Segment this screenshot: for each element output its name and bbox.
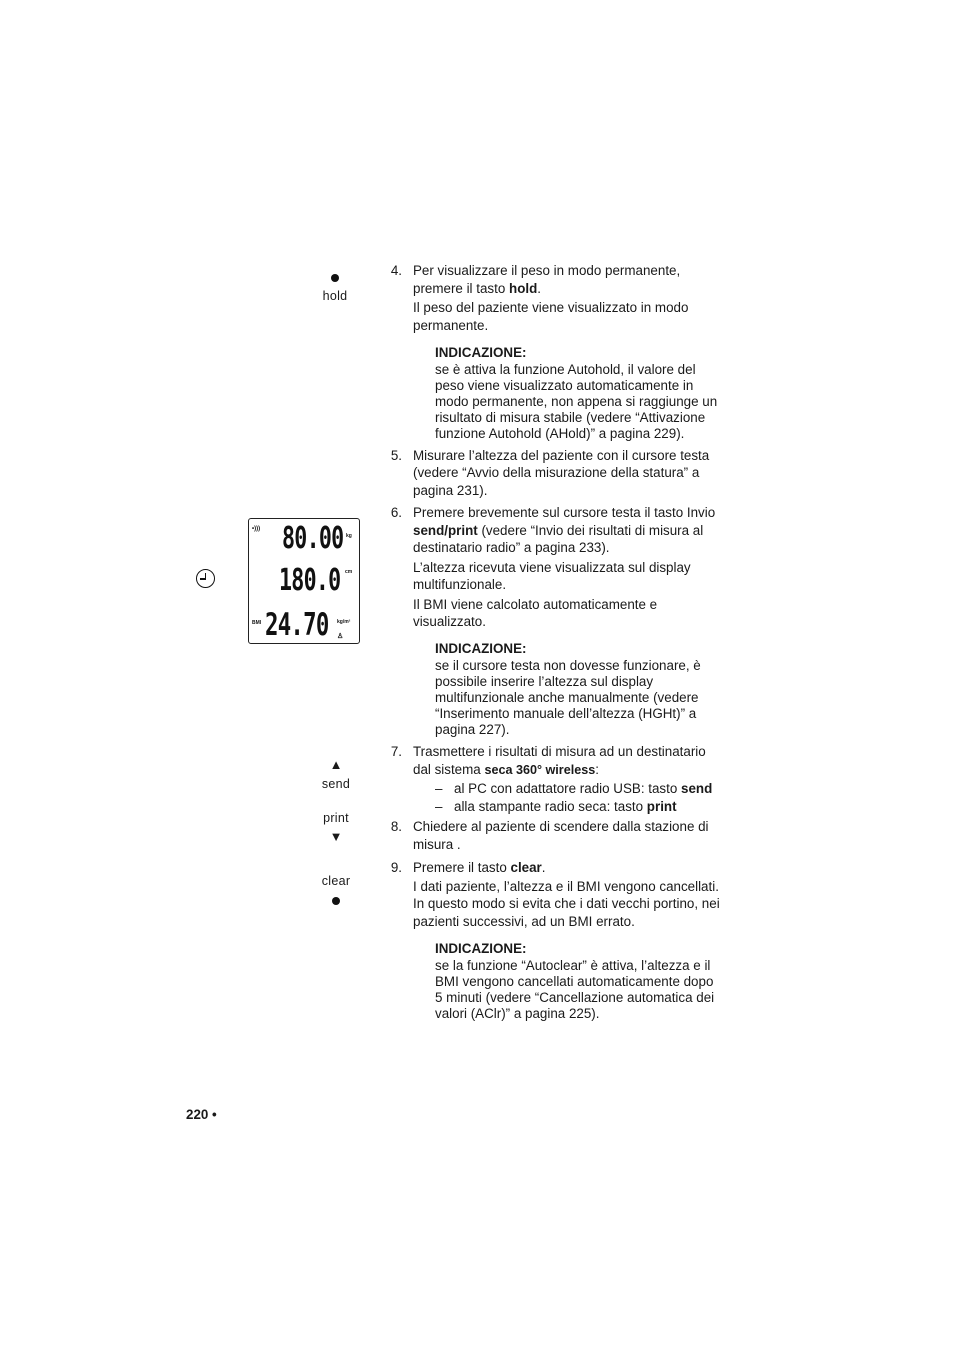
- note-2-line1: se il cursore testa non dovesse funzionare, è: [435, 658, 701, 673]
- display-bmi: 24.70: [265, 607, 329, 643]
- step-4-para2-line2: permanente.: [413, 318, 489, 333]
- multifunction-display: [248, 518, 360, 644]
- note-1-line1: se è attiva la funzione Autohold, il valore del: [435, 362, 696, 377]
- step-5-number: 5.: [390, 448, 402, 463]
- display-weight: 80.00: [282, 521, 344, 556]
- step-8-number: 8.: [390, 819, 402, 834]
- step-7-bullet1: al PC con adattatore radio USB: tasto send: [454, 781, 713, 796]
- note-3-line3: 5 minuti (vedere “Cancellazione automatica dei: [435, 990, 715, 1005]
- step-5-line3: pagina 231).: [413, 483, 488, 498]
- step-6-para2-line1: L’altezza ricevuta viene visualizzata sul display: [413, 560, 691, 575]
- send-key-name: send: [681, 781, 713, 796]
- system-name: seca 360° wireless: [484, 763, 596, 777]
- step-4-line2: premere il tasto hold.: [413, 281, 542, 296]
- person-icon: ♙: [337, 633, 344, 640]
- step-7-line1: Trasmettere i risultati di misura ad un destinatario: [413, 744, 706, 759]
- note-1-line5: funzione Autohold (AHold)” a pagina 229).: [435, 426, 685, 441]
- clear-key-dot: [306, 893, 366, 908]
- clear-key-label: clear: [321, 874, 351, 888]
- step-6-para2-line2: multifunzionale.: [413, 577, 507, 592]
- print-key-label: print: [323, 811, 349, 825]
- step-6-para3-line2: visualizzato.: [413, 614, 486, 629]
- note-2-title: INDICAZIONE:: [435, 641, 527, 656]
- step-6-line2: send/print (vedere “Invio dei risultati di misura al: [413, 523, 704, 538]
- signal-icon: •))): [252, 526, 261, 532]
- step-4-line1: Per visualizzare il peso in modo permanente,: [413, 263, 681, 278]
- step-9-para2-line2: In questo modo si evita che i dati vecchi portino, nei: [413, 896, 720, 911]
- note-2-line5: pagina 227).: [435, 722, 510, 737]
- display-bmi-label: BMI: [252, 620, 262, 626]
- step-9-para2-line1: I dati paziente, l’altezza e il BMI vengono cancellati.: [413, 879, 719, 894]
- send-arrow-icon: ▲: [329, 757, 343, 772]
- step-9-number: 9.: [390, 860, 402, 875]
- hold-key-dot: [305, 270, 365, 285]
- step-5-line2: (vedere “Avvio della misurazione della statura” a: [413, 465, 700, 480]
- clear-key-name: clear: [510, 860, 542, 875]
- display-height: 180.0: [279, 563, 341, 598]
- step-8-line2: misura .: [413, 837, 461, 852]
- note-3-title: INDICAZIONE:: [435, 941, 527, 956]
- page-number: 220 •: [186, 1107, 217, 1122]
- step-7-bullet1-dash: –: [435, 781, 443, 796]
- send-print-key-name: send/print: [413, 523, 478, 538]
- note-2-line3: multifunzionale anche manualmente (vedere: [435, 690, 699, 705]
- step-6-line3: destinatario radio” a pagina 233).: [413, 540, 610, 555]
- step-5-line1: Misurare l’altezza del paziente con il cursore testa: [413, 448, 710, 463]
- note-2-line4: “Inserimento manuale dell’altezza (HGHt)” a: [435, 706, 697, 721]
- note-3-line1: se la funzione “Autoclear” è attiva, l’altezza e il: [435, 958, 711, 973]
- step-7-line2: dal sistema seca 360° wireless:: [413, 762, 599, 777]
- step-6-para3-line1: Il BMI viene calcolato automaticamente e: [413, 597, 658, 612]
- step-7-number: 7.: [390, 744, 402, 759]
- note-3-line2: BMI vengono cancellati automaticamente dopo: [435, 974, 714, 989]
- note-1-line3: modo permanente, non appena si raggiunge un: [435, 394, 718, 409]
- step-4-para2-line1: Il peso del paziente viene visualizzato in modo: [413, 300, 689, 315]
- print-arrow-icon: ▼: [329, 829, 343, 844]
- step-7-bullet2-dash: –: [435, 799, 443, 814]
- print-key-name: print: [646, 799, 677, 814]
- display-weight-unit: kg: [346, 533, 352, 539]
- hold-key-label: hold: [322, 289, 348, 303]
- note-3-line4: valori (AClr)” a pagina 225).: [435, 1006, 600, 1021]
- step-6-number: 6.: [390, 505, 402, 520]
- clock-icon: [196, 569, 215, 588]
- display-bmi-unit: kg/m²: [337, 619, 351, 625]
- step-8-line1: Chiedere al paziente di scendere dalla stazione di: [413, 819, 709, 834]
- step-9-line1: Premere il tasto clear.: [413, 860, 546, 875]
- step-9-para2-line3: pazienti successivi, ad un BMI errato.: [413, 914, 635, 929]
- send-key-label: send: [321, 777, 351, 791]
- note-1-line4: risultato di misura stabile (vedere “Attivazione: [435, 410, 706, 425]
- note-1-line2: peso viene visualizzato automaticamente in: [435, 378, 694, 393]
- note-1-title: INDICAZIONE:: [435, 345, 527, 360]
- step-6-line1: Premere brevemente sul cursore testa il tasto Invio: [413, 505, 716, 520]
- display-height-unit: cm: [345, 569, 353, 575]
- note-2-line2: possibile inserire l’altezza sul display: [435, 674, 654, 689]
- hold-key-name: hold: [509, 281, 538, 296]
- step-4-number: 4.: [390, 263, 402, 278]
- step-7-bullet2: alla stampante radio seca: tasto print: [454, 799, 677, 814]
